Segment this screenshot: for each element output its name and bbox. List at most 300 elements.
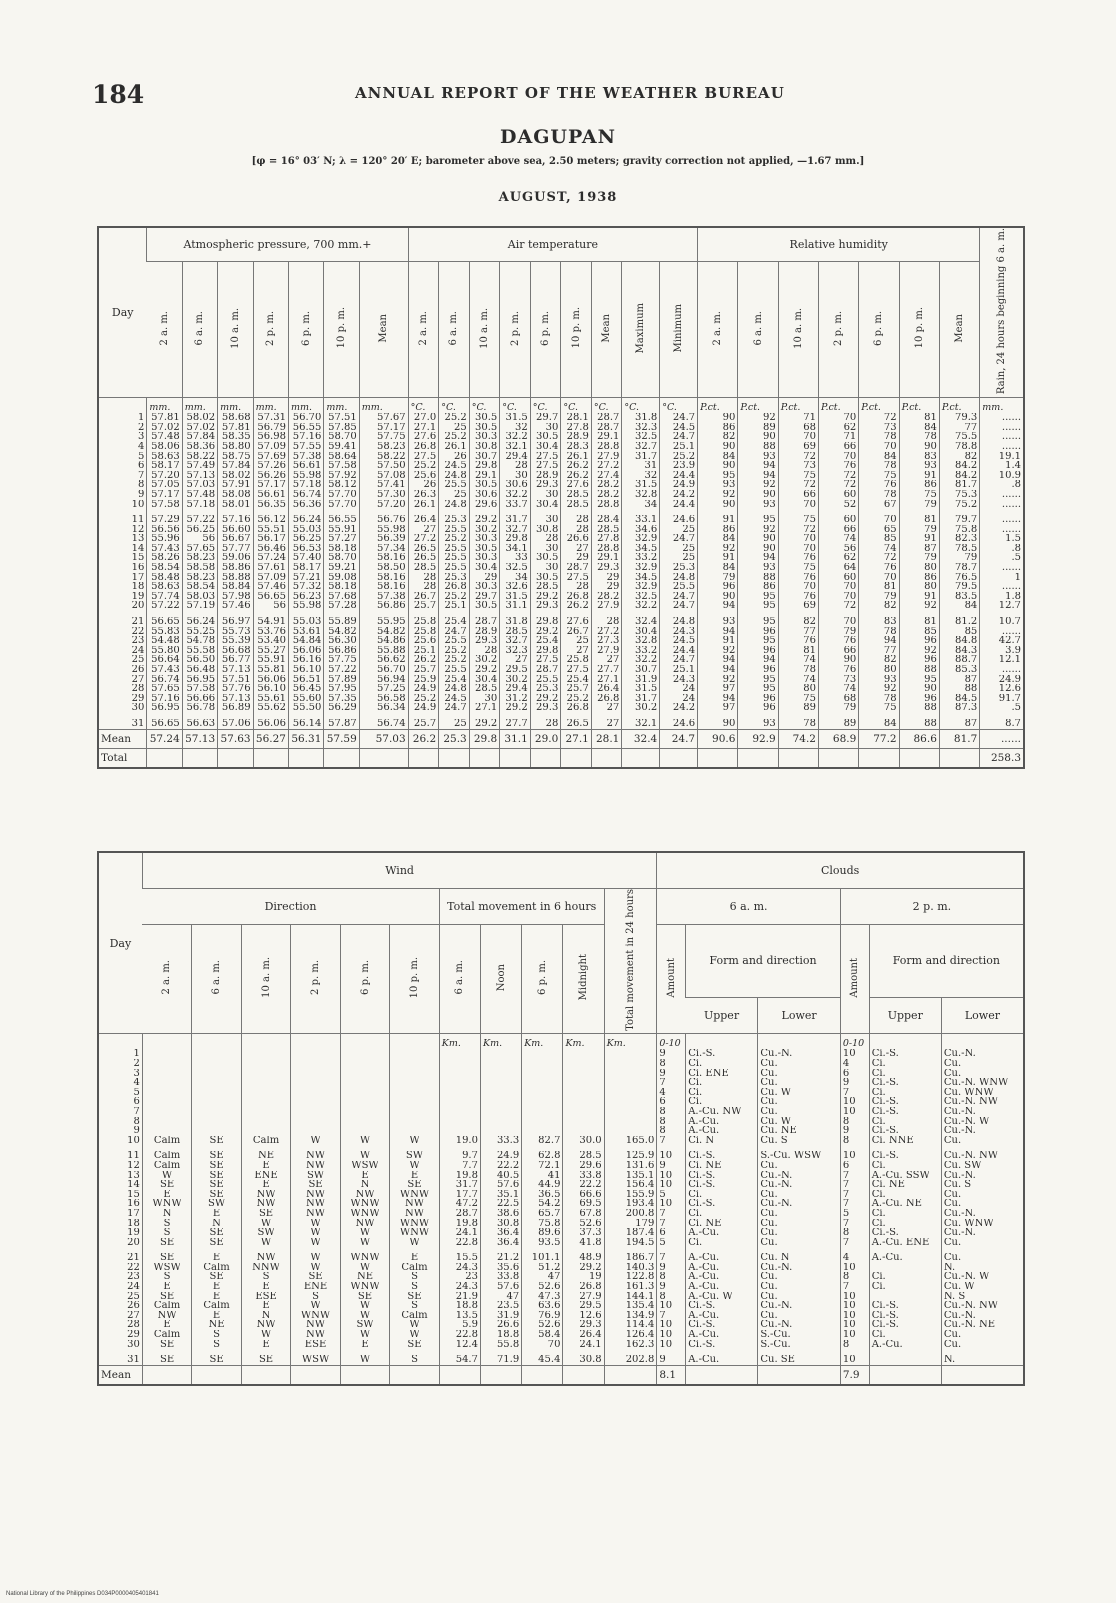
- wind-movement-cell: 22.8: [439, 1330, 480, 1340]
- temp-cell: 26.1: [408, 500, 439, 510]
- wind-direction-cell: E: [192, 1253, 241, 1263]
- wind-movement-cell: [439, 1097, 480, 1107]
- temp-cell: 24.6: [660, 515, 698, 525]
- temp-cell: 25.1: [439, 601, 470, 611]
- day-cell: 12: [127, 1160, 140, 1171]
- humidity-col-label: Mean: [954, 313, 966, 343]
- humidity-cell: 93: [738, 500, 778, 510]
- cloud-lower-pm: Cu.-N. W: [941, 1272, 1024, 1282]
- pressure-cell: 56.79: [253, 423, 288, 433]
- rain-cell: 1.4: [980, 461, 1024, 471]
- cloud-lower-pm: Cu.: [941, 1069, 1024, 1079]
- pressure-cell: 57.06: [218, 719, 253, 729]
- humidity-cell: 79: [899, 553, 939, 563]
- cloud-lower-am: Cu. SE: [758, 1355, 840, 1365]
- humidity-group-header: Relative humidity: [698, 227, 980, 262]
- temp-cell: 24.5: [660, 423, 698, 433]
- temp-cell: 32.9: [622, 582, 660, 592]
- pressure-cell: 56.62: [359, 655, 408, 665]
- pressure-cell: 56.70: [288, 413, 323, 423]
- table-row: [98, 1069, 1024, 1079]
- pressure-cell: 56: [253, 601, 288, 611]
- humidity-cell: 75.3: [939, 490, 979, 500]
- total-movement-cell: [604, 1126, 657, 1136]
- temp-col-header: [408, 262, 439, 398]
- humidity-cell: 83.5: [939, 592, 979, 602]
- wind-direction-cell: WNW: [390, 1219, 439, 1229]
- table-row: [98, 1078, 1024, 1088]
- table-row: [98, 1126, 1024, 1136]
- humidity-cell: 76: [778, 553, 818, 563]
- wind-direction-cell: WNW: [142, 1199, 191, 1209]
- table-row: [98, 1117, 1024, 1127]
- pressure-cell: 57.50: [359, 461, 408, 471]
- cloud-amount-pm: 10: [840, 1320, 869, 1330]
- temp-cell: 27.2: [591, 627, 622, 637]
- temp-cell: 23.9: [660, 461, 698, 471]
- table-row: [98, 423, 1024, 433]
- wind-movement-cell: 29.2: [563, 1263, 604, 1273]
- total-movement-cell: 135.1: [604, 1171, 657, 1181]
- humidity-cell: 96: [899, 655, 939, 665]
- humidity-cell: 79: [819, 703, 859, 713]
- cloud-upper-pm: Ci.: [869, 1161, 941, 1171]
- wind-direction-cell: E: [142, 1190, 191, 1200]
- temp-cell: 26.5: [408, 553, 439, 563]
- day-cell: 29: [131, 693, 145, 704]
- table-row: [98, 1097, 1024, 1107]
- wind-movement-cell: 12.4: [439, 1340, 480, 1350]
- pressure-cell: 56.16: [288, 655, 323, 665]
- temp-cell: 24.5: [660, 636, 698, 646]
- temp-cell: 27: [500, 655, 531, 665]
- total-empty-cell: [698, 748, 738, 768]
- total-empty-cell: [439, 748, 470, 768]
- pressure-mean: 57.03: [359, 729, 408, 748]
- temp-cell: 28.7: [530, 665, 561, 675]
- temp-cell: 29.2: [469, 719, 500, 729]
- table-row: [98, 1282, 1024, 1292]
- pressure-cell: 57.43: [147, 665, 182, 675]
- pressure-mean: 57.24: [147, 729, 182, 748]
- wind-movement-cell: 35.1: [480, 1190, 521, 1200]
- temp-cell: 30: [500, 471, 531, 481]
- total-movement-cell: 126.4: [604, 1330, 657, 1340]
- table-row: [98, 1263, 1024, 1273]
- temp-cell: 24.4: [660, 471, 698, 481]
- pressure-cell: 57.08: [359, 471, 408, 481]
- movement-col-header: [563, 924, 604, 1034]
- pressure-cell: 58.01: [218, 500, 253, 510]
- cloud-amount-am: 7: [657, 1311, 686, 1321]
- cloud-lower-am: Cu.: [758, 1282, 840, 1292]
- pressure-cell: 57.84: [218, 461, 253, 471]
- temp-cell: 28: [591, 617, 622, 627]
- mean-label: Mean: [98, 729, 147, 748]
- wind-direction-cell: W: [241, 1219, 290, 1229]
- wind-movement-cell: [522, 1117, 563, 1127]
- pressure-cell: 56.53: [288, 544, 323, 554]
- humidity-cell: 94: [859, 636, 899, 646]
- pressure-cell: 56.61: [288, 461, 323, 471]
- wind-movement-cell: 58.4: [522, 1330, 563, 1340]
- temp-cell: 30.8: [469, 442, 500, 452]
- pressure-cell: 59.21: [324, 563, 359, 573]
- wind-movement-cell: [522, 1107, 563, 1117]
- pressure-cell: 55.91: [253, 655, 288, 665]
- pressure-cell: 57.18: [288, 480, 323, 490]
- pressure-cell: 57.22: [182, 515, 217, 525]
- wind-movement-cell: [439, 1117, 480, 1127]
- cloud-amount-am: 5: [657, 1238, 686, 1248]
- cloud-amount-am: 8: [657, 1126, 686, 1136]
- wind-direction-cell: W: [340, 1228, 389, 1238]
- pressure-cell: 56.55: [288, 423, 323, 433]
- wind-direction-cell: SE: [192, 1228, 241, 1238]
- temp-cell: 28.5: [561, 500, 592, 510]
- humidity-cell: 75: [899, 490, 939, 500]
- cloud-lower-pm: Cu.-N.: [941, 1126, 1024, 1136]
- cloud-lower-pm: Cu. W: [941, 1282, 1024, 1292]
- temp-cell: 25.5: [439, 544, 470, 554]
- cloud-amount-pm-mean: 7.9: [840, 1365, 869, 1385]
- temp-cell: 28.1: [561, 413, 592, 423]
- cloud-amount-pm: 6: [840, 1069, 869, 1079]
- table-row: [98, 1311, 1024, 1321]
- humidity-cell: 70: [859, 573, 899, 583]
- temp-cell: 28.8: [591, 442, 622, 452]
- humidity-cell: 72: [859, 553, 899, 563]
- temp-cell: 29.4: [500, 452, 531, 462]
- wind-movement-cell: [480, 1069, 521, 1079]
- wind-movement-cell: [480, 1107, 521, 1117]
- wind-direction-cell: Calm: [142, 1136, 191, 1146]
- humidity-cell: 82: [859, 601, 899, 611]
- wind-direction-cell: [142, 1059, 191, 1069]
- temp-cell: 24.2: [660, 490, 698, 500]
- total-empty-cell: [359, 748, 408, 768]
- humidity-cell: 85: [859, 534, 899, 544]
- pressure-cell: 58.17: [147, 461, 182, 471]
- temp-cell: 25.5: [439, 480, 470, 490]
- cloud-upper-am: Ci. NE: [686, 1161, 758, 1171]
- pressure-cell: 58.68: [218, 413, 253, 423]
- humidity-cell: 62: [819, 423, 859, 433]
- wind-direction-cell: NW: [291, 1151, 340, 1161]
- cloud-lower-pm: Cu.-N. NW: [941, 1301, 1024, 1311]
- humidity-col-label: 2 p. m.: [833, 310, 845, 346]
- pressure-cell: 56.67: [218, 534, 253, 544]
- km-unit: Km.: [439, 1034, 480, 1050]
- humidity-cell: 83: [859, 617, 899, 627]
- day-cell: 29: [127, 1330, 140, 1340]
- wind-direction-cell: S: [390, 1272, 439, 1282]
- temp-cell: 27.2: [408, 534, 439, 544]
- temp-cell: 29.3: [530, 480, 561, 490]
- humidity-cell: 96: [698, 582, 738, 592]
- table-row: [98, 1330, 1024, 1340]
- cloud-lower-pm: Cu.: [941, 1190, 1024, 1200]
- temp-cell: 25: [561, 636, 592, 646]
- table-row: [98, 1171, 1024, 1181]
- cloud-lower-am: Cu.: [758, 1292, 840, 1302]
- total-empty-cell: [147, 748, 182, 768]
- wind-movement-cell: 33.8: [563, 1171, 604, 1181]
- pressure-cell: 56.74: [288, 490, 323, 500]
- wind-direction-cell: WNW: [291, 1311, 340, 1321]
- temp-cell: 26.6: [561, 534, 592, 544]
- pressure-unit: mm.: [359, 398, 408, 414]
- pressure-mean: 56.31: [288, 729, 323, 748]
- humidity-cell: 76: [859, 480, 899, 490]
- wind-movement-cell: 30.8: [480, 1219, 521, 1229]
- wind-direction-cell: W: [241, 1238, 290, 1248]
- humidity-cell: 78: [859, 627, 899, 637]
- humidity-cell: 96: [738, 703, 778, 713]
- temp-cell: 34: [500, 573, 531, 583]
- cloud-upper-am: Ci. NE: [686, 1219, 758, 1229]
- km-unit: Km.: [604, 1034, 657, 1050]
- rain-header: Rain, 24 hours beginning 6 a. m.: [980, 227, 1024, 398]
- cloud-amount-pm: 7: [840, 1219, 869, 1229]
- total-movement-cell: 155.9: [604, 1190, 657, 1200]
- pressure-cell: 56.14: [288, 719, 323, 729]
- temp-cell: 28.7: [561, 563, 592, 573]
- form-pm-header: Form and direction: [869, 924, 1024, 998]
- temp-unit: °C.: [561, 398, 592, 414]
- rain-cell: ......: [980, 665, 1024, 675]
- temp-cell: 30: [530, 515, 561, 525]
- temp-cell: 32.5: [500, 563, 531, 573]
- wind-direction-cell: NW: [291, 1190, 340, 1200]
- wind-direction-cell: W: [390, 1330, 439, 1340]
- pressure-cell: 56.25: [182, 525, 217, 535]
- pressure-col-label: 2 p. m.: [265, 310, 277, 346]
- table-row: [98, 1161, 1024, 1171]
- wind-movement-cell: 19.8: [439, 1171, 480, 1181]
- pressure-cell: 56.68: [218, 646, 253, 656]
- cloud-amount-am: 9: [657, 1161, 686, 1171]
- humidity-cell: 76: [859, 563, 899, 573]
- day-cell: 24: [127, 1282, 140, 1292]
- wind-direction-cell: E: [142, 1282, 191, 1292]
- total-movement-cell: 125.9: [604, 1151, 657, 1161]
- temp-unit: °C.: [591, 398, 622, 414]
- day-cell: 22: [131, 626, 145, 637]
- temp-cell: 30.5: [530, 432, 561, 442]
- cloud-lower-pm: Cu.-N. W: [941, 1117, 1024, 1127]
- temp-cell: 33.7: [500, 500, 531, 510]
- day-cell: 6: [133, 1097, 140, 1107]
- total-movement-cell: 140.3: [604, 1263, 657, 1273]
- direction-col-label: 6 p. m.: [359, 959, 371, 995]
- wind-movement-cell: 5.9: [439, 1320, 480, 1330]
- humidity-cell: 78: [778, 665, 818, 675]
- temp-cell: 29.4: [500, 684, 531, 694]
- day-cell: 7: [137, 470, 145, 481]
- direction-col-header: [142, 924, 191, 1034]
- units-row: [98, 398, 1024, 414]
- humidity-cell: 80: [899, 582, 939, 592]
- direction-col-label: 2 p. m.: [310, 959, 322, 995]
- rain-cell: 12.6: [980, 684, 1024, 694]
- rain-cell: 8.7: [980, 719, 1024, 729]
- table-row: [98, 684, 1024, 694]
- clouds-group-header: Clouds: [657, 852, 1024, 888]
- wind-direction-cell: SE: [241, 1355, 290, 1365]
- wind-movement-cell: [522, 1126, 563, 1136]
- cloud-amount-am: 10: [657, 1330, 686, 1340]
- temp-cell: 30.5: [469, 601, 500, 611]
- wind-movement-cell: 52.6: [563, 1219, 604, 1229]
- humidity-cell: 75: [778, 694, 818, 704]
- wind-direction-cell: [241, 1049, 290, 1059]
- humidity-cell: 95: [738, 601, 778, 611]
- cloud-amount-am: 10: [657, 1199, 686, 1209]
- pressure-cell: 57.65: [147, 684, 182, 694]
- humidity-cell: 95: [738, 675, 778, 685]
- pressure-cell: 56.30: [324, 636, 359, 646]
- pressure-cell: 57.22: [324, 665, 359, 675]
- pressure-cell: 56.74: [359, 719, 408, 729]
- table-row: [98, 719, 1024, 729]
- table-row: [98, 665, 1024, 675]
- temp-cell: 25.3: [439, 515, 470, 525]
- humidity-cell: 84: [939, 601, 979, 611]
- humidity-cell: 95: [738, 515, 778, 525]
- humidity-cell: 90: [819, 655, 859, 665]
- humidity-cell: 90: [738, 544, 778, 554]
- wind-direction-cell: NW: [241, 1199, 290, 1209]
- pressure-cell: 56.86: [359, 601, 408, 611]
- humidity-cell: 76: [819, 461, 859, 471]
- day-cell: 22: [127, 1262, 140, 1273]
- temp-cell: 27.9: [591, 646, 622, 656]
- wind-movement-cell: 24.3: [439, 1263, 480, 1273]
- temp-cell: 27: [591, 703, 622, 713]
- wind-direction-cell: WSW: [340, 1161, 389, 1171]
- temp-cell: 28.7: [591, 413, 622, 423]
- humidity-cell: 79.3: [939, 413, 979, 423]
- pressure-col-label: 6 a. m.: [194, 310, 206, 346]
- humidity-cell: 71: [819, 432, 859, 442]
- cloud-amount-pm: 9: [840, 1126, 869, 1136]
- wind-movement-cell: 89.6: [522, 1228, 563, 1238]
- table-row: [98, 563, 1024, 573]
- wind-direction-cell: [192, 1088, 241, 1098]
- day-cell: 10: [131, 499, 145, 510]
- humidity-cell: 94: [698, 627, 738, 637]
- humidity-cell: 94: [738, 471, 778, 481]
- mean-empty-cell: [480, 1365, 521, 1385]
- mean-empty-cell: [291, 1365, 340, 1385]
- cloud-lower-am: Cu.: [758, 1059, 840, 1069]
- wind-movement-cell: 40.5: [480, 1171, 521, 1181]
- pressure-cell: 57.91: [218, 480, 253, 490]
- pressure-cell: 55.88: [359, 646, 408, 656]
- temp-cell: 28: [500, 461, 531, 471]
- wind-direction-cell: [390, 1107, 439, 1117]
- pressure-cell: 55.62: [253, 703, 288, 713]
- movement-col-label: Noon: [495, 963, 507, 992]
- humidity-cell: 84.8: [939, 636, 979, 646]
- pressure-mean: 57.63: [218, 729, 253, 748]
- temp-cell: 26.5: [561, 719, 592, 729]
- pressure-cell: 55.81: [253, 665, 288, 675]
- humidity-cell: 89: [738, 423, 778, 433]
- pressure-cell: 53.76: [253, 627, 288, 637]
- cloud-amount-pm: 7: [840, 1180, 869, 1190]
- total-movement-cell: [604, 1049, 657, 1059]
- humidity-cell: 79: [859, 592, 899, 602]
- day-header-bottom: Day: [98, 852, 142, 1034]
- table-row: [98, 1340, 1024, 1350]
- wind-direction-cell: NE: [192, 1320, 241, 1330]
- pressure-col-header: [359, 262, 408, 398]
- temp-cell: 31.5: [622, 480, 660, 490]
- temp-col-header: [439, 262, 470, 398]
- pressure-cell: 54.86: [359, 636, 408, 646]
- wind-direction-cell: S: [192, 1340, 241, 1350]
- mean-empty-cell: [563, 1365, 604, 1385]
- wind-direction-cell: E: [192, 1311, 241, 1321]
- wind-direction-cell: W: [291, 1253, 340, 1263]
- wind-direction-cell: [142, 1097, 191, 1107]
- wind-movement-cell: 28.7: [439, 1209, 480, 1219]
- temp-cell: 24.9: [408, 684, 439, 694]
- pressure-cell: 58.70: [324, 432, 359, 442]
- temp-cell: 29.1: [591, 432, 622, 442]
- day-cell: 16: [127, 1199, 140, 1209]
- day-cell: 26: [127, 1301, 140, 1311]
- pressure-col-label: 2 a. m.: [158, 310, 170, 346]
- pressure-col-header: [253, 262, 288, 398]
- humidity-cell: 86: [698, 525, 738, 535]
- pressure-cell: 55.03: [288, 525, 323, 535]
- cloud-amount-pm: 10: [840, 1263, 869, 1273]
- wind-direction-cell: NW: [291, 1209, 340, 1219]
- pressure-col-header: [324, 262, 359, 398]
- humidity-cell: 69: [778, 601, 818, 611]
- pressure-cell: 55.25: [182, 627, 217, 637]
- humidity-cell: 69: [778, 442, 818, 452]
- day-cell: 1: [137, 413, 145, 423]
- cloud-upper-am: A.-Cu.: [686, 1117, 758, 1127]
- wind-direction-cell: SE: [192, 1272, 241, 1282]
- humidity-cell: 95: [698, 471, 738, 481]
- temp-cell: 25.4: [530, 636, 561, 646]
- temp-col-header: [591, 262, 622, 398]
- wind-direction-cell: [192, 1059, 241, 1069]
- wind-movement-cell: 13.5: [439, 1311, 480, 1321]
- wind-direction-cell: SE: [192, 1355, 241, 1365]
- temp-cell: 32.2: [500, 490, 531, 500]
- temp-cell: 29.1: [469, 471, 500, 481]
- wind-direction-cell: NE: [241, 1151, 290, 1161]
- table-row: [98, 544, 1024, 554]
- wind-direction-cell: E: [241, 1180, 290, 1190]
- humidity-cell: 64: [819, 563, 859, 573]
- temp-cell: 27.8: [561, 423, 592, 433]
- humidity-col-label: 2 a. m.: [712, 310, 724, 346]
- direction-col-header: [291, 924, 340, 1034]
- pressure-unit: mm.: [218, 398, 253, 414]
- wind-direction-cell: NE: [340, 1272, 389, 1282]
- humidity-cell: 82: [698, 432, 738, 442]
- humidity-cell: 75: [778, 563, 818, 573]
- cloud-amount-pm: 10: [840, 1330, 869, 1340]
- temp-cell: 31.7: [500, 515, 531, 525]
